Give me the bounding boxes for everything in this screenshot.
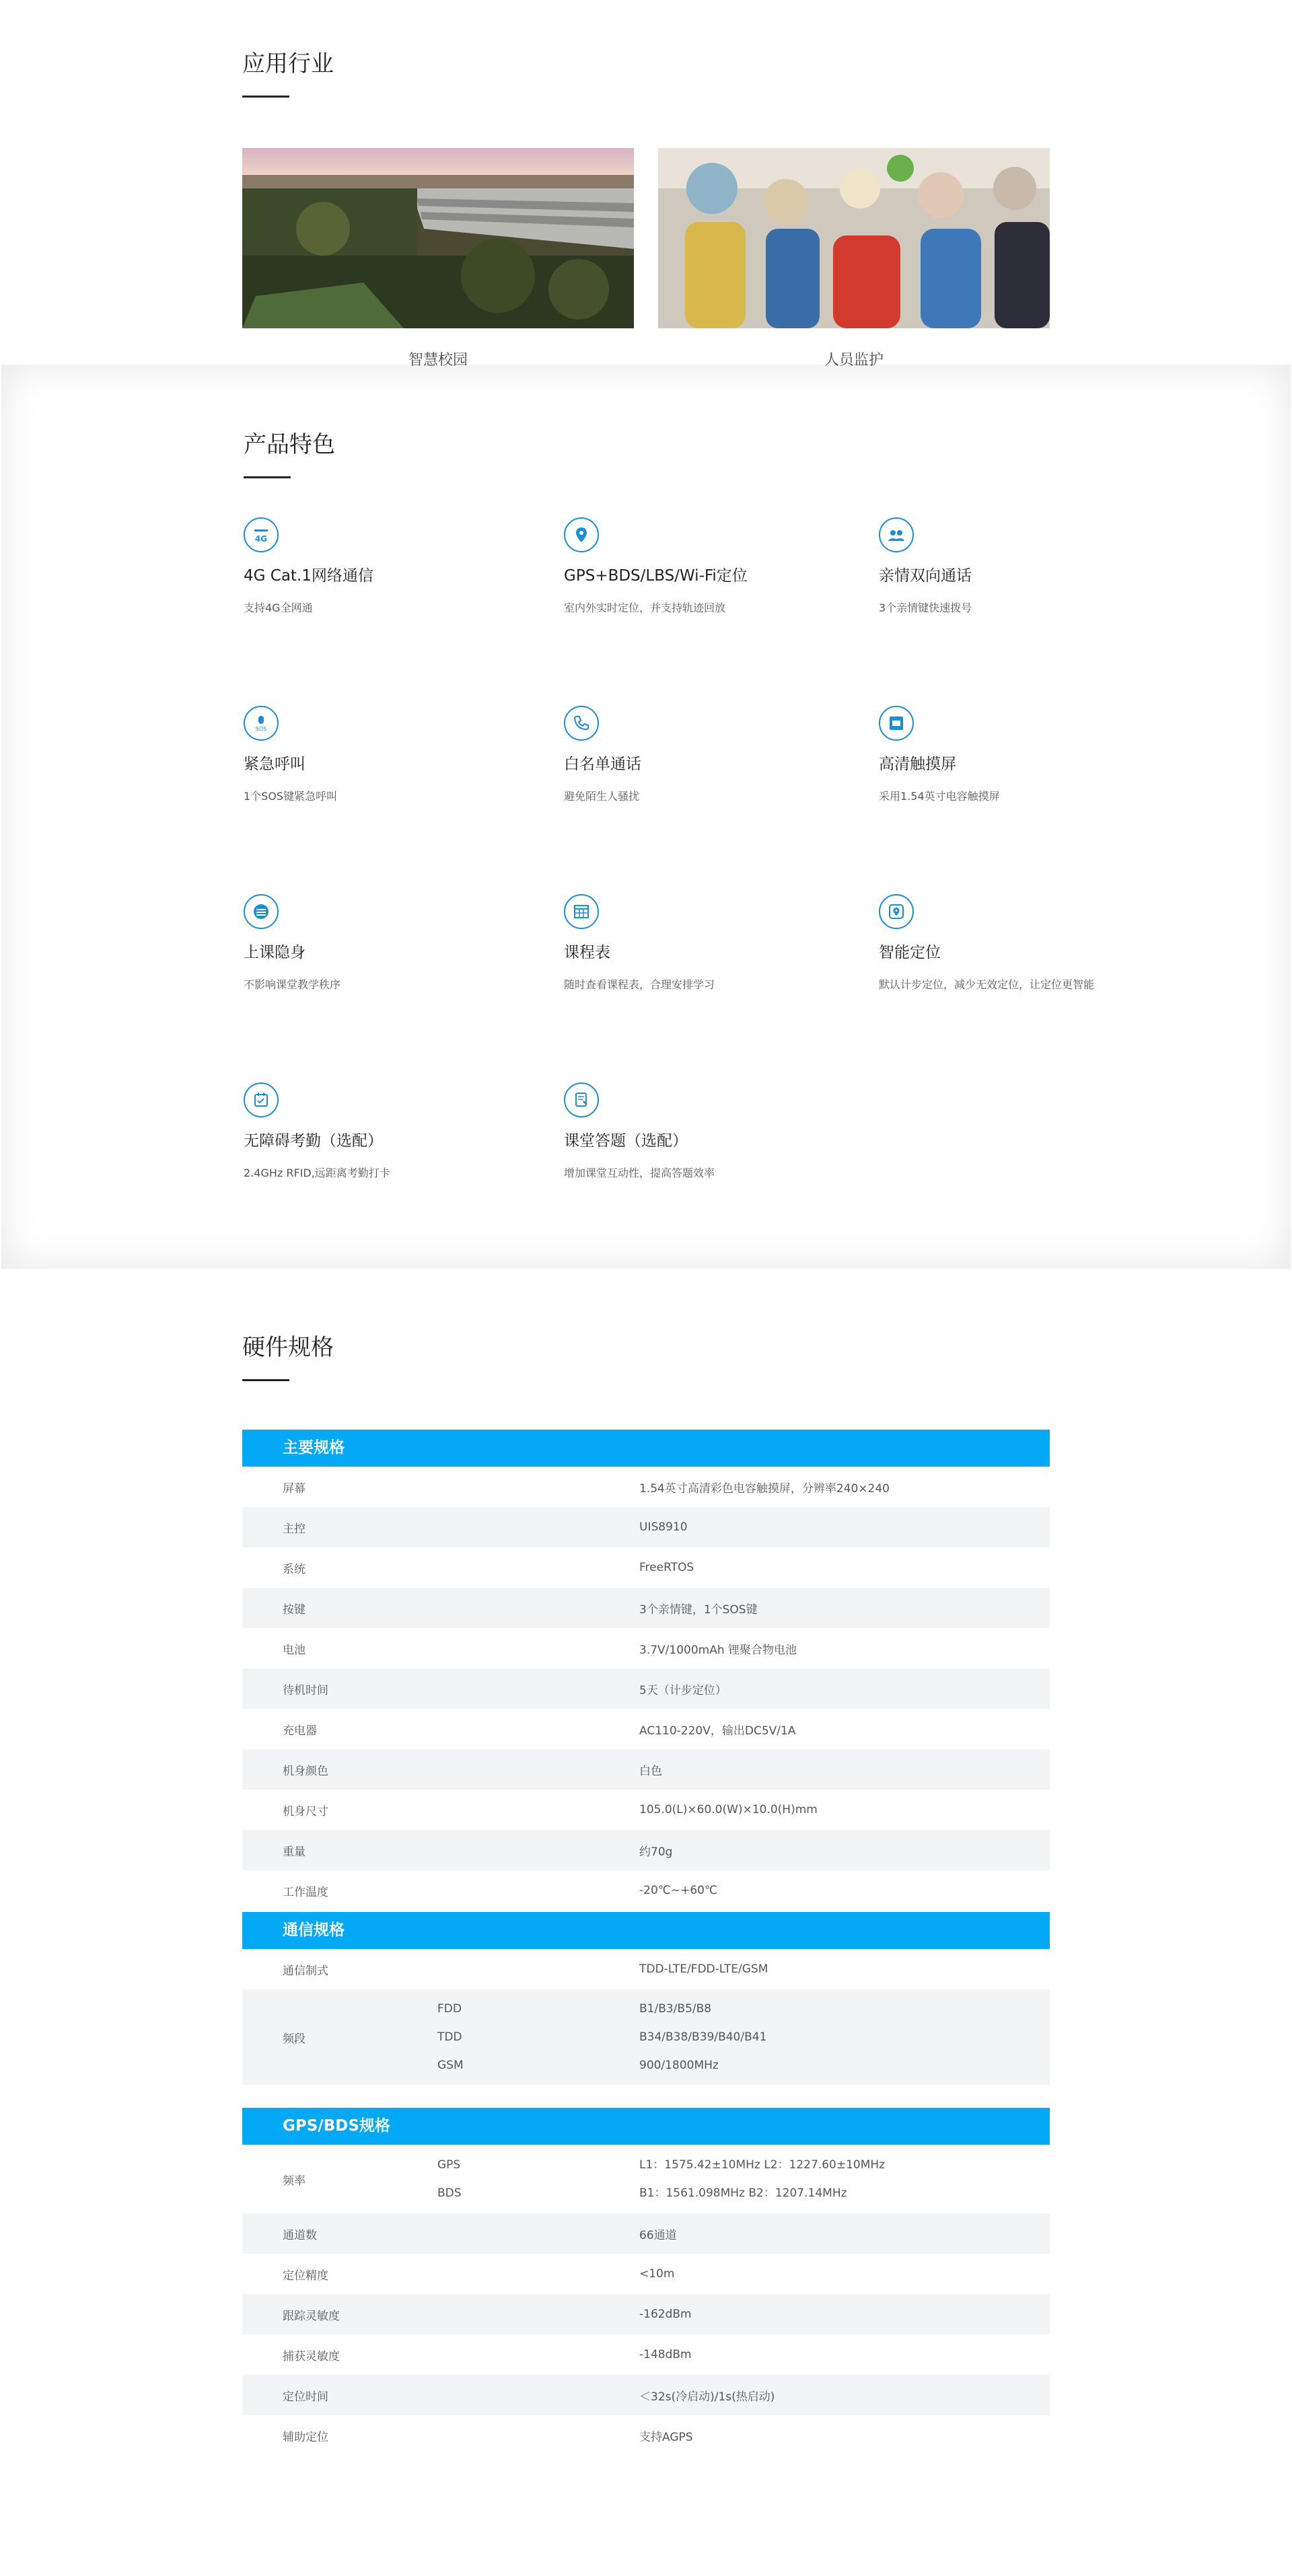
spec-key: 频率 (283, 2174, 306, 2188)
table-row (242, 2415, 1050, 2456)
table-row (242, 1790, 1050, 1830)
spec-value: -162dBm (639, 2308, 692, 2321)
spec-key: 通信制式 (283, 1964, 328, 1978)
spec-value: 约70g (639, 1845, 673, 1859)
spec-key: 辅助定位 (283, 2430, 328, 2444)
table-row (242, 1989, 1050, 2085)
feature-desc: 室内外实时定位，并支持轨迹回放 (564, 601, 726, 614)
feature-class-mode (244, 894, 564, 1082)
industries-section (0, 0, 1292, 369)
spec-subkey: BDS (437, 2186, 462, 2200)
spec-value: ＜32s(冷启动)/1s(热启动) (639, 2390, 775, 2404)
spec-value: 900/1800MHz (639, 2059, 719, 2072)
feature-title: 亲情双向通话 (879, 567, 972, 585)
feature-title: 智能定位 (879, 944, 941, 961)
table-row (242, 1467, 1050, 1507)
table-row (242, 2254, 1050, 2294)
spec-key: 屏幕 (283, 1481, 306, 1496)
title-underline (242, 1379, 289, 1381)
spec-value: 1.54英寸高清彩色电容触摸屏，分辨率240×240 (639, 1481, 890, 1496)
title-underline (242, 96, 289, 98)
industry-label: 智慧校园 (408, 352, 468, 369)
feature-title: 无障碍考勤（选配） (244, 1132, 383, 1150)
features-section (1, 365, 1291, 1269)
spec-value: 支持AGPS (639, 2430, 693, 2444)
table-row (242, 1547, 1050, 1588)
feature-desc: 1个SOS键紧急呼叫 (244, 790, 338, 803)
phone-icon (564, 706, 599, 741)
feature-title: 白名单通话 (564, 756, 641, 773)
feature-positioning (564, 517, 879, 706)
spec-subkey: GPS (437, 2158, 461, 2172)
specs-section (0, 1269, 1292, 2456)
quiz-icon (564, 1082, 599, 1117)
svg-text:SOS: SOS (255, 726, 267, 732)
table-row (242, 2294, 1050, 2334)
spec-key: 待机时间 (283, 1683, 328, 1697)
spec-value: UIS8910 (639, 1520, 688, 1534)
table-row (242, 1588, 1050, 1628)
spec-key: 主控 (283, 1522, 306, 1536)
spec-header: GPS/BDS规格 (242, 2108, 1050, 2145)
feature-timetable (564, 894, 879, 1082)
feature-desc: 2.4GHz RFID,远距离考勤打卡 (244, 1167, 390, 1179)
spec-key: 充电器 (283, 1724, 317, 1738)
spec-key: 捕获灵敏度 (283, 2349, 340, 2363)
spec-subkey: GSM (437, 2059, 464, 2072)
spec-key: 机身颜色 (283, 1764, 328, 1778)
table-row (242, 1870, 1050, 1911)
spec-value: 5天（计步定位） (639, 1683, 727, 1697)
spec-key: 机身尺寸 (283, 1804, 328, 1818)
spec-value: L1：1575.42±10MHz L2：1227.60±10MHz (639, 2158, 886, 2172)
spec-value: 105.0(L)×60.0(W)×10.0(H)mm (639, 1803, 818, 1816)
feature-4g (244, 517, 564, 706)
spec-value: <10m (639, 2267, 675, 2281)
smart-location-icon (879, 894, 914, 929)
spec-key: 通道数 (283, 2228, 317, 2242)
feature-sos (244, 706, 564, 894)
title-underline (244, 476, 291, 478)
feature-title: 课堂答题（选配） (564, 1132, 688, 1150)
spec-key: 定位时间 (283, 2390, 328, 2404)
family-call-icon (879, 517, 914, 552)
feature-desc: 随时查看课程表，合理安排学习 (564, 978, 715, 991)
feature-touchscreen (879, 706, 1051, 894)
spec-key: 频段 (283, 2032, 306, 2046)
touchscreen-icon (879, 706, 914, 741)
4g-icon (244, 517, 279, 552)
feature-attendance (244, 1082, 564, 1271)
svg-text:4G: 4G (254, 534, 268, 544)
spec-value: FreeRTOS (639, 1561, 694, 1574)
spec-value: -148dBm (639, 2348, 692, 2361)
table-row (242, 1709, 1050, 1749)
spec-key: 重量 (283, 1845, 306, 1859)
table-row (242, 2145, 1050, 2213)
feature-desc: 采用1.54英寸电容触摸屏 (879, 790, 1000, 803)
feature-smart-location (879, 894, 1095, 1082)
spec-table (242, 1430, 1050, 2456)
section-title: 硬件规格 (242, 1334, 334, 1361)
feature-title: GPS+BDS/LBS/Wi-Fi定位 (564, 567, 748, 585)
table-row (242, 2213, 1050, 2254)
feature-title: 上课隐身 (244, 944, 306, 961)
spec-header: 通信规格 (242, 1912, 1050, 1949)
table-row (242, 1628, 1050, 1668)
table-row (242, 2334, 1050, 2375)
spec-value: TDD-LTE/FDD-LTE/GSM (639, 1962, 768, 1976)
feature-title: 紧急呼叫 (244, 756, 306, 773)
feature-desc: 支持4G全网通 (244, 601, 313, 614)
section-title: 产品特色 (244, 431, 335, 458)
section-title: 应用行业 (242, 50, 334, 77)
table-row (242, 2375, 1050, 2415)
spec-value: B34/B38/B39/B40/B41 (639, 2030, 767, 2044)
spec-key: 跟踪灵敏度 (283, 2309, 340, 2323)
location-pin-icon (564, 517, 599, 552)
spec-value: B1：1561.098MHz B2：1207.14MHz (639, 2186, 847, 2200)
feature-quiz (564, 1082, 879, 1271)
children-image (658, 148, 1050, 328)
table-row (242, 1507, 1050, 1547)
spec-key: 定位精度 (283, 2269, 328, 2283)
industry-card-campus[interactable] (242, 148, 634, 369)
spec-value: AC110-220V，输出DC5V/1A (639, 1724, 796, 1738)
spec-subkey: TDD (437, 2030, 462, 2044)
table-row (242, 1949, 1050, 1989)
feature-desc: 增加课堂互动性，提高答题效率 (564, 1167, 715, 1179)
feature-title: 课程表 (564, 944, 610, 961)
spec-value: 3个亲情键，1个SOS键 (639, 1603, 758, 1617)
feature-whitelist (564, 706, 879, 894)
spec-value: 白色 (639, 1764, 662, 1778)
spec-value: 3.7V/1000mAh 锂聚合物电池 (639, 1643, 797, 1657)
feature-desc: 3个亲情键快速拨号 (879, 601, 972, 614)
spec-key: 系统 (283, 1562, 306, 1576)
feature-desc: 默认计步定位，减少无效定位，让定位更智能 (879, 978, 1095, 991)
spec-key: 电池 (283, 1643, 306, 1657)
feature-family-call (879, 517, 1051, 706)
feature-title: 高清触摸屏 (879, 756, 956, 773)
table-row (242, 1830, 1050, 1870)
spec-value: -20℃~+60℃ (639, 1884, 718, 1897)
industry-card-monitoring[interactable] (658, 148, 1050, 369)
sos-icon (244, 706, 279, 741)
hidden-mode-icon (244, 894, 279, 929)
feature-desc: 避免陌生人骚扰 (564, 790, 640, 803)
spec-header: 主要规格 (242, 1430, 1050, 1467)
table-row (242, 1668, 1050, 1709)
campus-image (242, 148, 634, 328)
timetable-icon (564, 894, 599, 929)
spec-key: 工作温度 (283, 1885, 328, 1899)
table-row (242, 1749, 1050, 1790)
industry-label: 人员监护 (824, 352, 884, 369)
spec-subkey: FDD (437, 2002, 462, 2016)
spec-value: 66通道 (639, 2228, 677, 2242)
feature-desc: 不影响课堂教学秩序 (244, 978, 341, 991)
spec-key: 按键 (283, 1603, 306, 1617)
attendance-icon (244, 1082, 279, 1117)
feature-title: 4G Cat.1网络通信 (244, 567, 373, 585)
spec-value: B1/B3/B5/B8 (639, 2002, 712, 2016)
